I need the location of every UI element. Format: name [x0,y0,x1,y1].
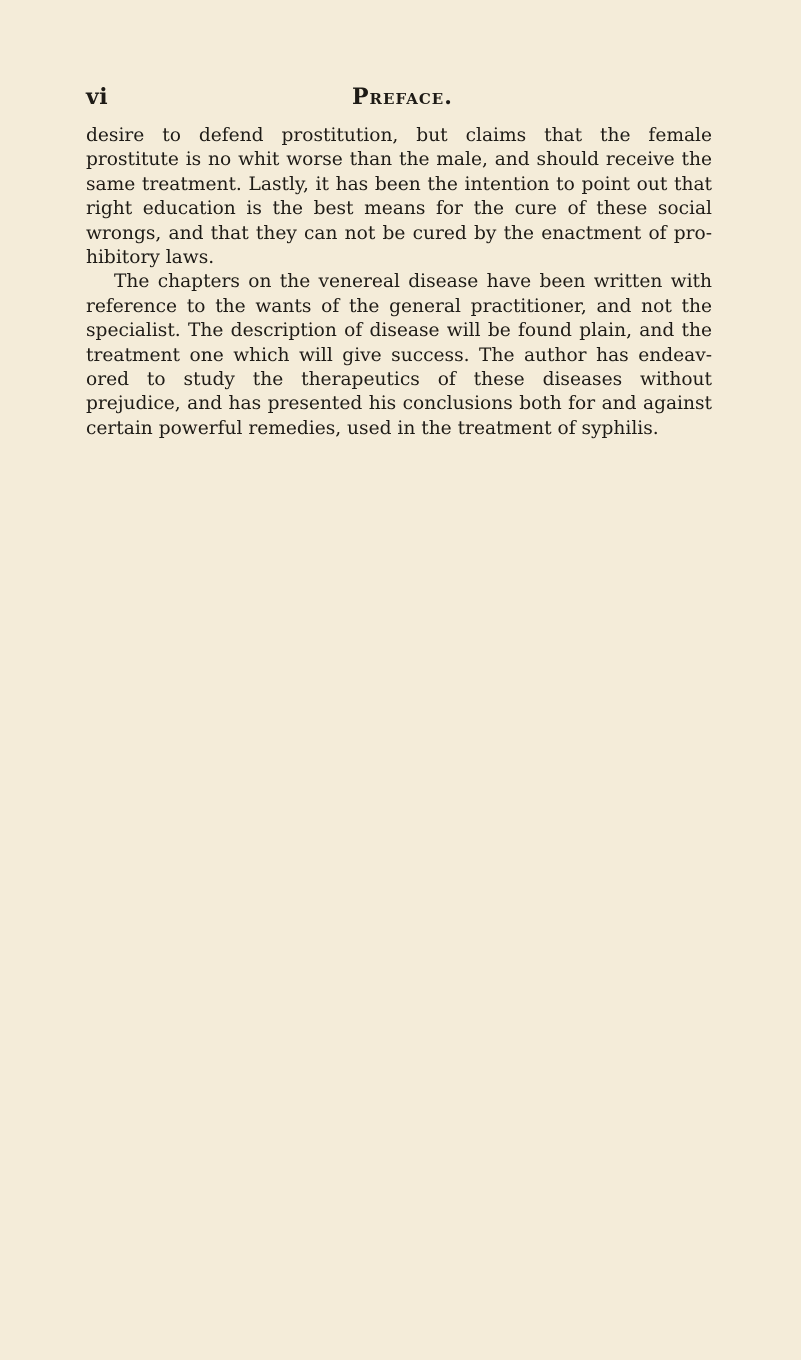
page-number: vi [86,84,109,110]
running-head: Preface. [352,84,453,110]
paragraph: desire to defend prostitution, but claims that the female prostitute is no whit worse than the male, and should receive the same treatment. Lastly, it has been the intention to point out that right education is the best means for the cure of these social wrongs, and that they can not be cured by the enactment of pro- hibitory laws. [86,125,712,269]
page-header [0,84,801,114]
body-text [86,124,712,441]
paragraph: The chapters on the venereal disease have been written with reference to the wants of the general practitioner, and not the specialist. The description of disease will be found plain, and the treatment one which will give success. The author has endeav- ored to study the therapeutics of these diseases without prejudice, and has presented his conclusions both for and against certain powerful remedies, used in the treatment of syphilis. [86,271,712,439]
